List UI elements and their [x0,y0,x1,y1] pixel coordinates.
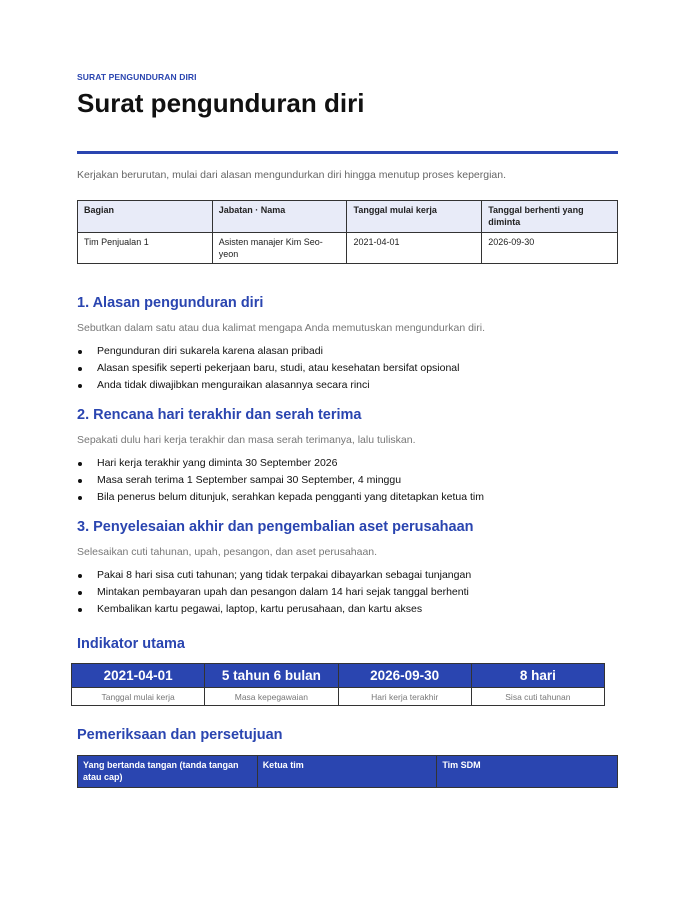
list-item: Mintakan pembayaran upah dan pesangon dalam 14 hari sejak tanggal berhenti [77,584,471,601]
table-header-cell: Bagian [78,201,213,233]
section-2-title: 2. Rencana hari terakhir dan serah terima [77,407,362,423]
kpi-label: Tanggal mulai kerja [72,688,205,706]
list-item: Alasan spesifik seperti pekerjaan baru, studi, atau kesehatan bersifat opsional [77,360,459,377]
title-divider [77,151,618,154]
table-cell: Asisten manajer Kim Seo-yeon [212,233,347,264]
intro-text: Kerjakan berurutan, mulai dari alasan mengundurkan diri hingga menutup proses kepergian. [77,169,507,181]
list-item: Pengunduran diri sukarela karena alasan pribadi [77,343,459,360]
kpi-value-row [72,664,605,688]
kpi-table [71,663,605,706]
section-2-subtitle: Sepakati dulu hari kerja terakhir dan masa serah terimanya, lalu tuliskan. [77,434,416,446]
approval-header-cell: Ketua tim [257,756,437,788]
section-3-list [77,567,471,618]
document-eyebrow: SURAT PENGUNDURAN DIRI [77,72,197,82]
approval-header-cell: Tim SDM [437,756,618,788]
table-header-cell: Tanggal berhenti yang diminta [482,201,618,233]
section-1-title: 1. Alasan pengunduran diri [77,295,264,311]
kpi-title: Indikator utama [77,636,185,652]
list-item: Masa serah terima 1 September sampai 30 September, 4 minggu [77,472,484,489]
kpi-value: 2026-09-30 [338,664,471,688]
section-1-subtitle: Sebutkan dalam satu atau dua kalimat mengapa Anda memutuskan mengundurkan diri. [77,322,486,334]
table-row [78,233,618,264]
list-item: Bila penerus belum ditunjuk, serahkan kepada pengganti yang ditetapkan ketua tim [77,489,484,506]
approval-header-cell: Yang bertanda tangan (tanda tangan atau cap) [78,756,258,788]
kpi-label-row [72,688,605,706]
table-cell: 2021-04-01 [347,233,482,264]
kpi-value: 8 hari [471,664,604,688]
kpi-value: 2021-04-01 [72,664,205,688]
section-3-subtitle: Selesaikan cuti tahunan, upah, pesangon, dan aset perusahaan. [77,546,378,558]
list-item: Anda tidak diwajibkan menguraikan alasannya secara rinci [77,377,459,394]
table-cell: Tim Penjualan 1 [78,233,213,264]
approval-header-row [78,756,618,788]
section-2-list [77,455,484,506]
kpi-value: 5 tahun 6 bulan [205,664,338,688]
document-title: Surat pengunduran diri [77,88,365,118]
list-item: Pakai 8 hari sisa cuti tahunan; yang tidak terpakai dibayarkan sebagai tunjangan [77,567,471,584]
table-header-cell: Jabatan · Nama [212,201,347,233]
kpi-label: Masa kepegawaian [205,688,338,706]
approval-table [77,755,618,788]
table-cell: 2026-09-30 [482,233,618,264]
table-header-cell: Tanggal mulai kerja [347,201,482,233]
approval-title: Pemeriksaan dan persetujuan [77,727,283,743]
kpi-label: Hari kerja terakhir [338,688,471,706]
list-item: Hari kerja terakhir yang diminta 30 September 2026 [77,455,484,472]
section-1-list [77,343,459,394]
section-3-title: 3. Penyelesaian akhir dan pengembalian aset perusahaan [77,519,474,535]
list-item: Kembalikan kartu pegawai, laptop, kartu perusahaan, dan kartu akses [77,601,471,618]
employee-info-table [77,200,618,264]
table-header-row [78,201,618,233]
kpi-label: Sisa cuti tahunan [471,688,604,706]
